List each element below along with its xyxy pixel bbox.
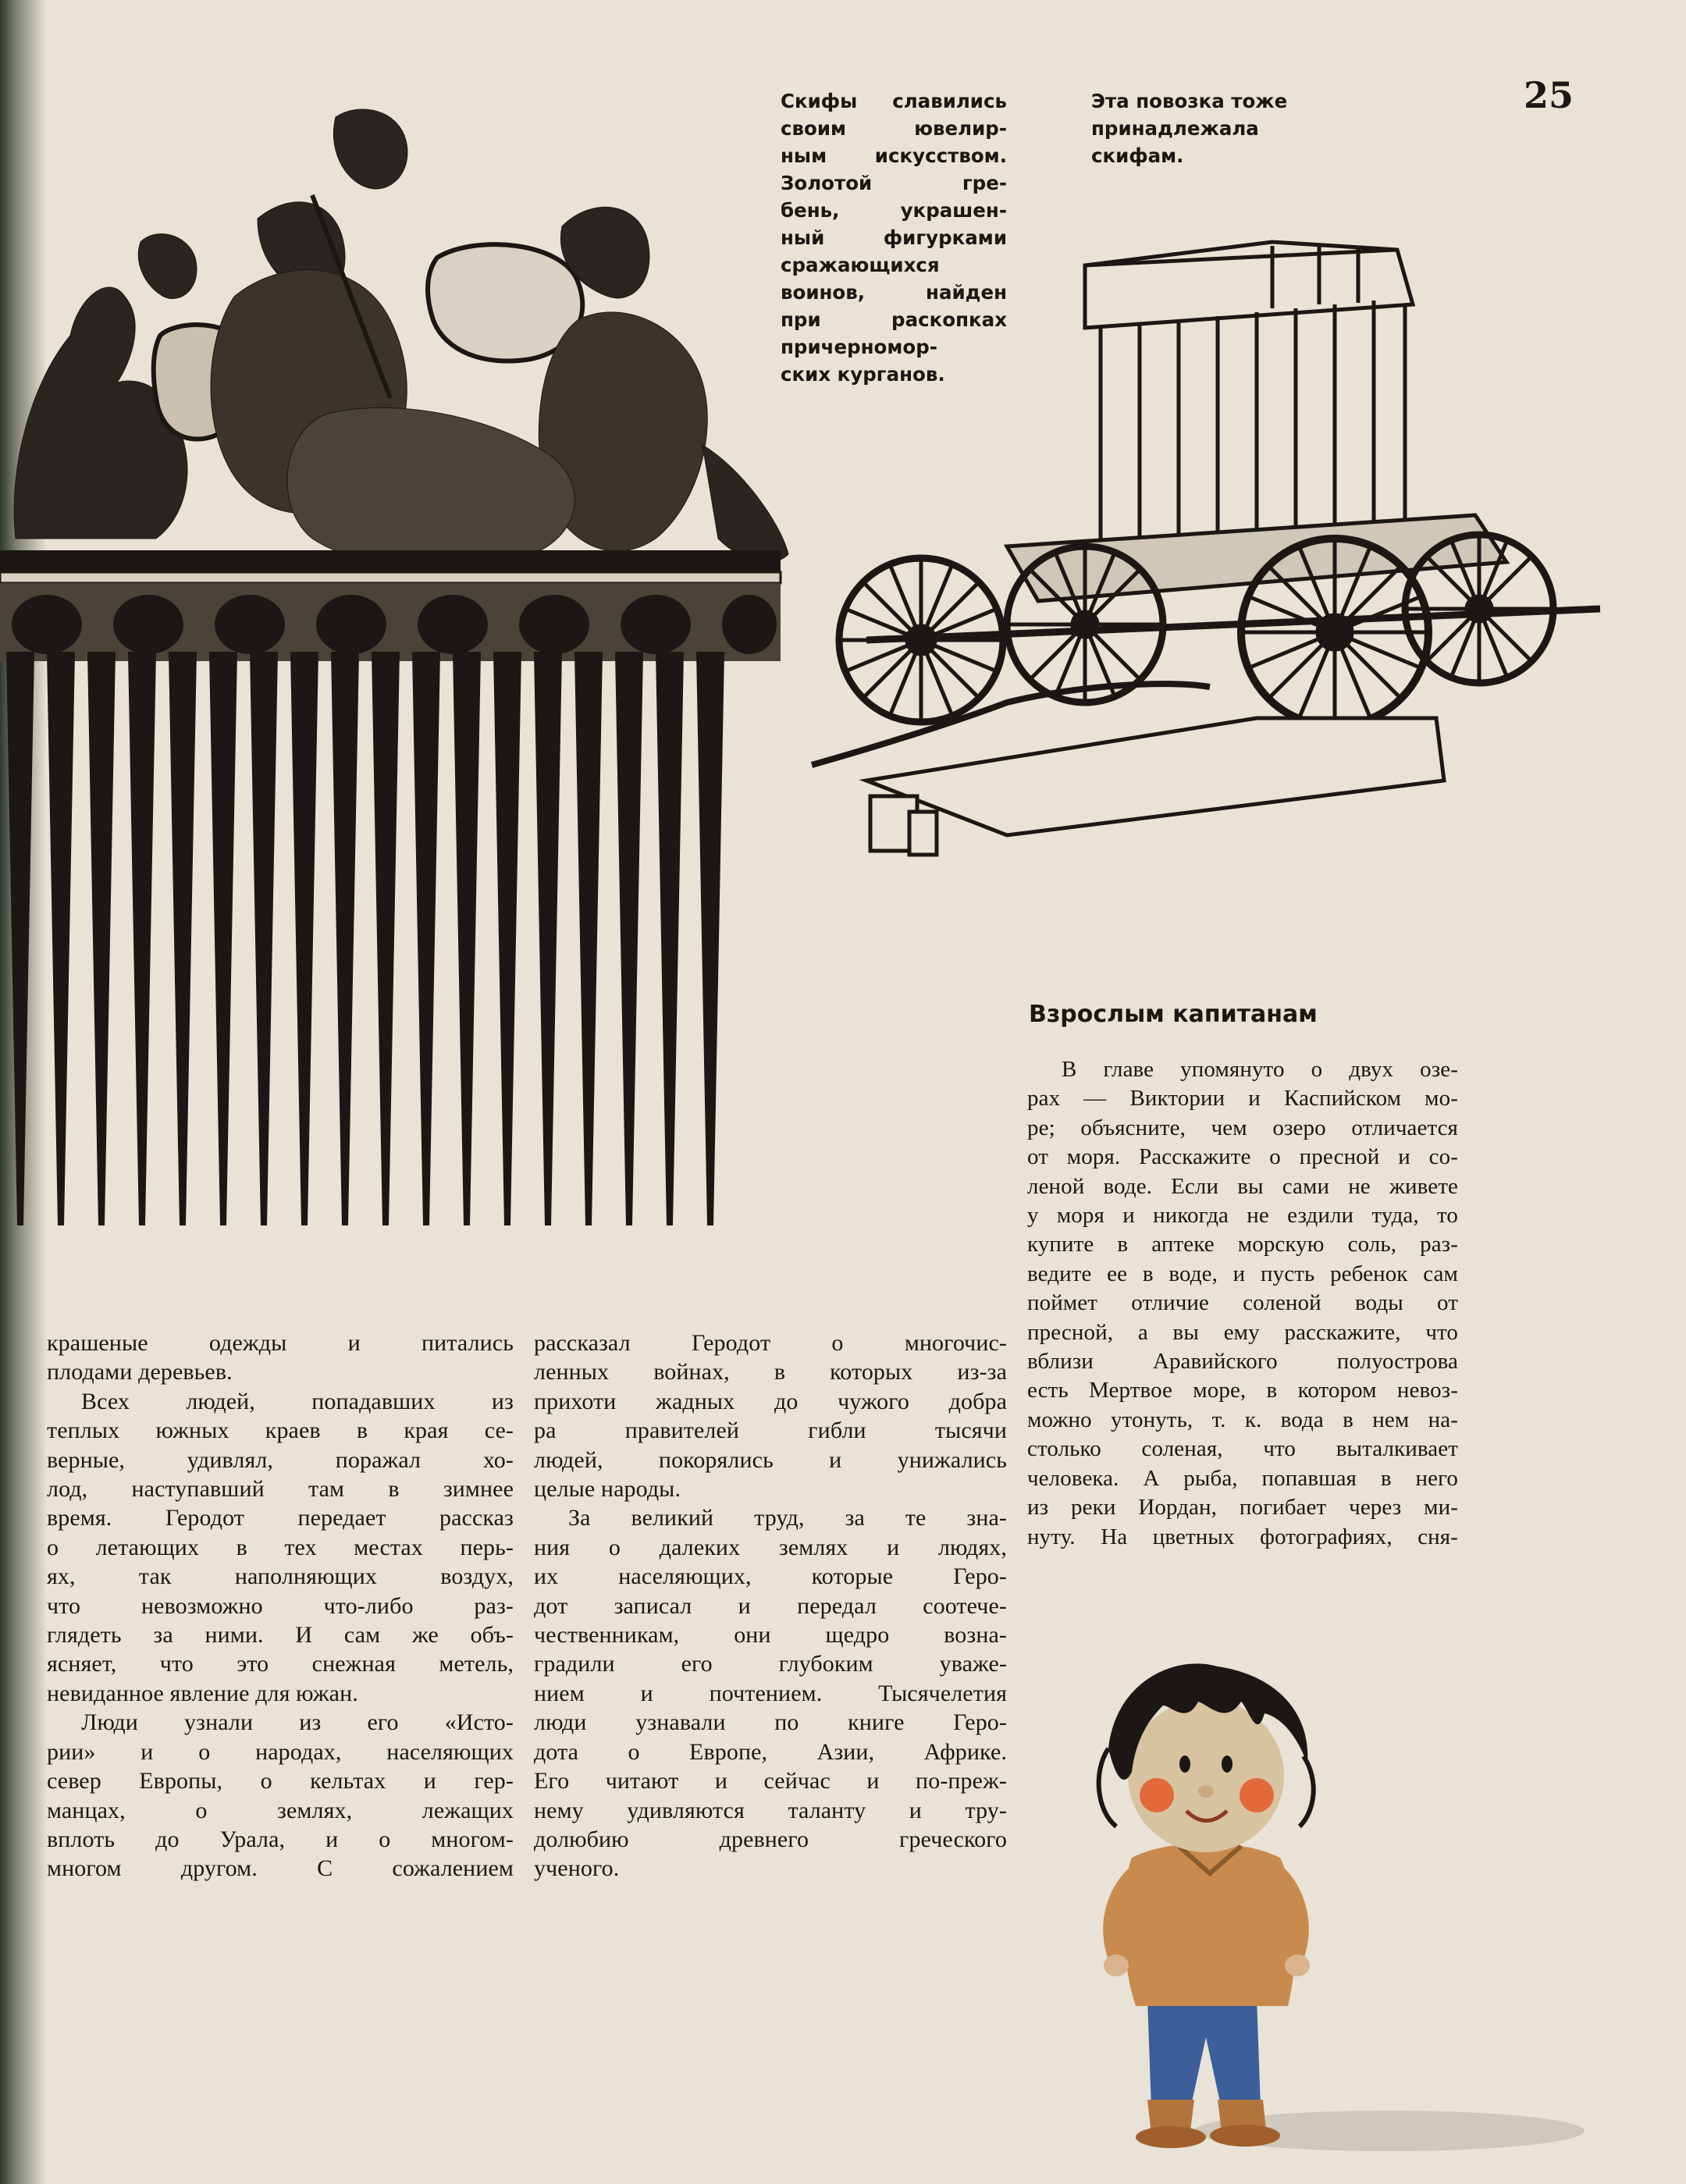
left-text-line: север Европы, о кельтах и гер- xyxy=(47,1768,514,1795)
middle-text-column xyxy=(534,1329,1007,1883)
cart-platform xyxy=(866,718,1444,835)
section-text-line: купите в аптеке морскую соль, раз- xyxy=(1027,1232,1458,1257)
left-text-line: плодами деревьев. xyxy=(47,1359,233,1385)
comb-caption-line: ным искусством. xyxy=(781,144,1007,167)
cart-wheel-front-right xyxy=(1405,535,1553,683)
left-text-line: теплых южных краев в края се- xyxy=(47,1417,514,1444)
comb-caption-line: бень, украшен- xyxy=(781,199,1007,222)
section-text-line: пресной, а вы ему расскажите, что xyxy=(1027,1319,1458,1345)
left-text-line: Люди узнали из его «Исто- xyxy=(81,1709,514,1736)
section-text-line: ведите ее в воде, и пусть ребенок сам xyxy=(1027,1261,1458,1286)
left-text-line: время. Геродот передает рассказ xyxy=(47,1505,514,1531)
middle-text-line: градили его глубоким уваже- xyxy=(534,1651,1007,1677)
middle-text-line: нием и почтением. Тысячелетия xyxy=(534,1680,1007,1706)
middle-text-line: дот записал и передал соотече- xyxy=(534,1592,1007,1619)
left-text-line: о летающих в тех местах перь- xyxy=(47,1534,514,1560)
cart-caption xyxy=(1091,87,1318,169)
doll-character-illustration xyxy=(1062,1631,1608,2178)
comb-caption-line: воинов, найден xyxy=(781,281,1007,304)
middle-text-line: ра правителей гибли тысячи xyxy=(534,1417,1007,1444)
middle-text-line: долюбию древнего греческого xyxy=(534,1826,1007,1852)
cart-wheel-rear-right xyxy=(1007,546,1163,703)
left-text-line: Всех людей, попадавших из xyxy=(81,1388,514,1414)
cart-caption-line: Эта повозка тоже xyxy=(1091,90,1288,112)
middle-text-line: За великий труд, за те зна- xyxy=(568,1505,1007,1531)
doll-left-cheek xyxy=(1140,1778,1174,1812)
section-text-line: есть Мертвое море, в котором невоз- xyxy=(1027,1378,1458,1403)
section-text-line: у моря и никогда не ездили туда, то xyxy=(1027,1203,1458,1229)
left-text-line: вплоть до Урала, и о многом- xyxy=(47,1826,514,1852)
left-text-line: многом другом. С сожалением xyxy=(47,1855,514,1882)
section-text-column xyxy=(1027,1055,1458,1552)
doll-sweater xyxy=(1123,1843,1294,2006)
left-text-line: невиданное явление для южан. xyxy=(47,1680,358,1706)
section-text-line: столько соленая, что выталкивает xyxy=(1027,1436,1458,1462)
page-number: 25 xyxy=(1524,74,1574,116)
comb-caption-line: при раскопках xyxy=(781,308,1007,331)
middle-text-line: целые народы. xyxy=(534,1476,681,1503)
section-text-line: ре; объясните, чем озеро отличается xyxy=(1027,1115,1458,1140)
comb-caption-line: своим ювелир- xyxy=(781,117,1007,140)
section-text-line: леной воде. Если вы сами не живете xyxy=(1027,1173,1458,1199)
scythian-cart-illustration xyxy=(773,219,1616,921)
warriors-frieze xyxy=(14,109,788,567)
comb-lion-band xyxy=(0,583,781,661)
doll-right-cheek xyxy=(1240,1778,1274,1812)
section-text-line: из реки Иордан, погибает через ми- xyxy=(1027,1495,1458,1521)
middle-text-line: Его читают и сейчас и по-преж- xyxy=(534,1768,1007,1795)
left-text-line: верные, удивлял, поражал хо- xyxy=(47,1446,514,1473)
comb-caption-line: сражающихся xyxy=(781,254,940,276)
middle-text-line: людей, покорялись и унижались xyxy=(534,1446,1007,1473)
cart-canopy xyxy=(1085,242,1413,570)
comb-teeth xyxy=(6,652,724,1225)
middle-text-line: чественникам, они щедро возна- xyxy=(534,1622,1007,1649)
left-text-line: ях, так наполняющих воздух, xyxy=(47,1563,514,1590)
comb-caption-line: Золотой гре- xyxy=(781,172,1007,194)
scythian-comb-illustration xyxy=(0,101,804,1241)
middle-text-line: их населяющих, которые Геро- xyxy=(534,1563,1007,1590)
cart-caption-line: принадлежала xyxy=(1091,117,1259,140)
left-text-line: что невозможно что-либо раз- xyxy=(47,1592,514,1619)
middle-text-line: ленных войнах, в которых из-за xyxy=(534,1359,1007,1385)
doll-jeans xyxy=(1147,1998,1261,2109)
comb-caption-line: ный фигурками xyxy=(781,226,1007,249)
left-text-line: лод, наступавший там в зимнее xyxy=(47,1476,514,1503)
section-text-line: от моря. Расскажите о пресной и со- xyxy=(1027,1144,1458,1170)
middle-text-line: нему удивляются таланту и тру- xyxy=(534,1797,1007,1823)
section-text-line: В главе упомянуто о двух озе- xyxy=(1062,1057,1458,1082)
left-text-column xyxy=(47,1329,514,1883)
middle-text-line: дота о Европе, Азии, Африке. xyxy=(534,1738,1007,1765)
section-text-line: нуту. На цветных фотографиях, сня- xyxy=(1027,1524,1458,1549)
comb-caption-line: причерномор- xyxy=(781,336,937,358)
middle-text-line: люди узнавали по книге Геро- xyxy=(534,1709,1007,1736)
middle-text-line: ученого. xyxy=(534,1855,620,1882)
section-text-line: можно утонуть, т. к. вода в нем на- xyxy=(1027,1407,1458,1432)
cart-wheel-front-left xyxy=(1241,539,1428,726)
left-text-line: ясняет, что это снежная метель, xyxy=(47,1651,514,1677)
cart-body xyxy=(1007,515,1506,601)
section-text-line: вблизи Аравийского полуострова xyxy=(1027,1349,1458,1375)
left-text-line: глядеть за ними. И сам же объ- xyxy=(47,1622,514,1649)
comb-caption-line: Скифы славились xyxy=(781,90,1007,112)
left-text-line: крашеные одежды и питались xyxy=(47,1330,514,1356)
left-text-line: манцах, о землях, лежащих xyxy=(47,1797,514,1823)
section-text-line: поймет отличие соленой воды от xyxy=(1027,1290,1458,1316)
middle-text-line: ния о далеких землях и людях, xyxy=(534,1534,1007,1560)
left-text-line: рии» и о народах, населяющих xyxy=(47,1738,514,1765)
section-text-line: рах — Виктории и Каспийском мо- xyxy=(1027,1086,1458,1112)
section-text-line: человека. А рыба, попавшая в него xyxy=(1027,1465,1458,1491)
cart-caption-line: скифам. xyxy=(1091,144,1184,167)
section-heading: Взрослым капитанам xyxy=(1029,1001,1318,1028)
middle-text-line: прихоти жадных до чужого добра xyxy=(534,1388,1007,1414)
comb-top-band xyxy=(0,550,781,572)
middle-text-line: рассказал Геродот о многочис- xyxy=(534,1330,1007,1356)
cart-wheel-rear-left xyxy=(839,558,1003,722)
comb-caption-line: ских курганов. xyxy=(781,363,945,386)
